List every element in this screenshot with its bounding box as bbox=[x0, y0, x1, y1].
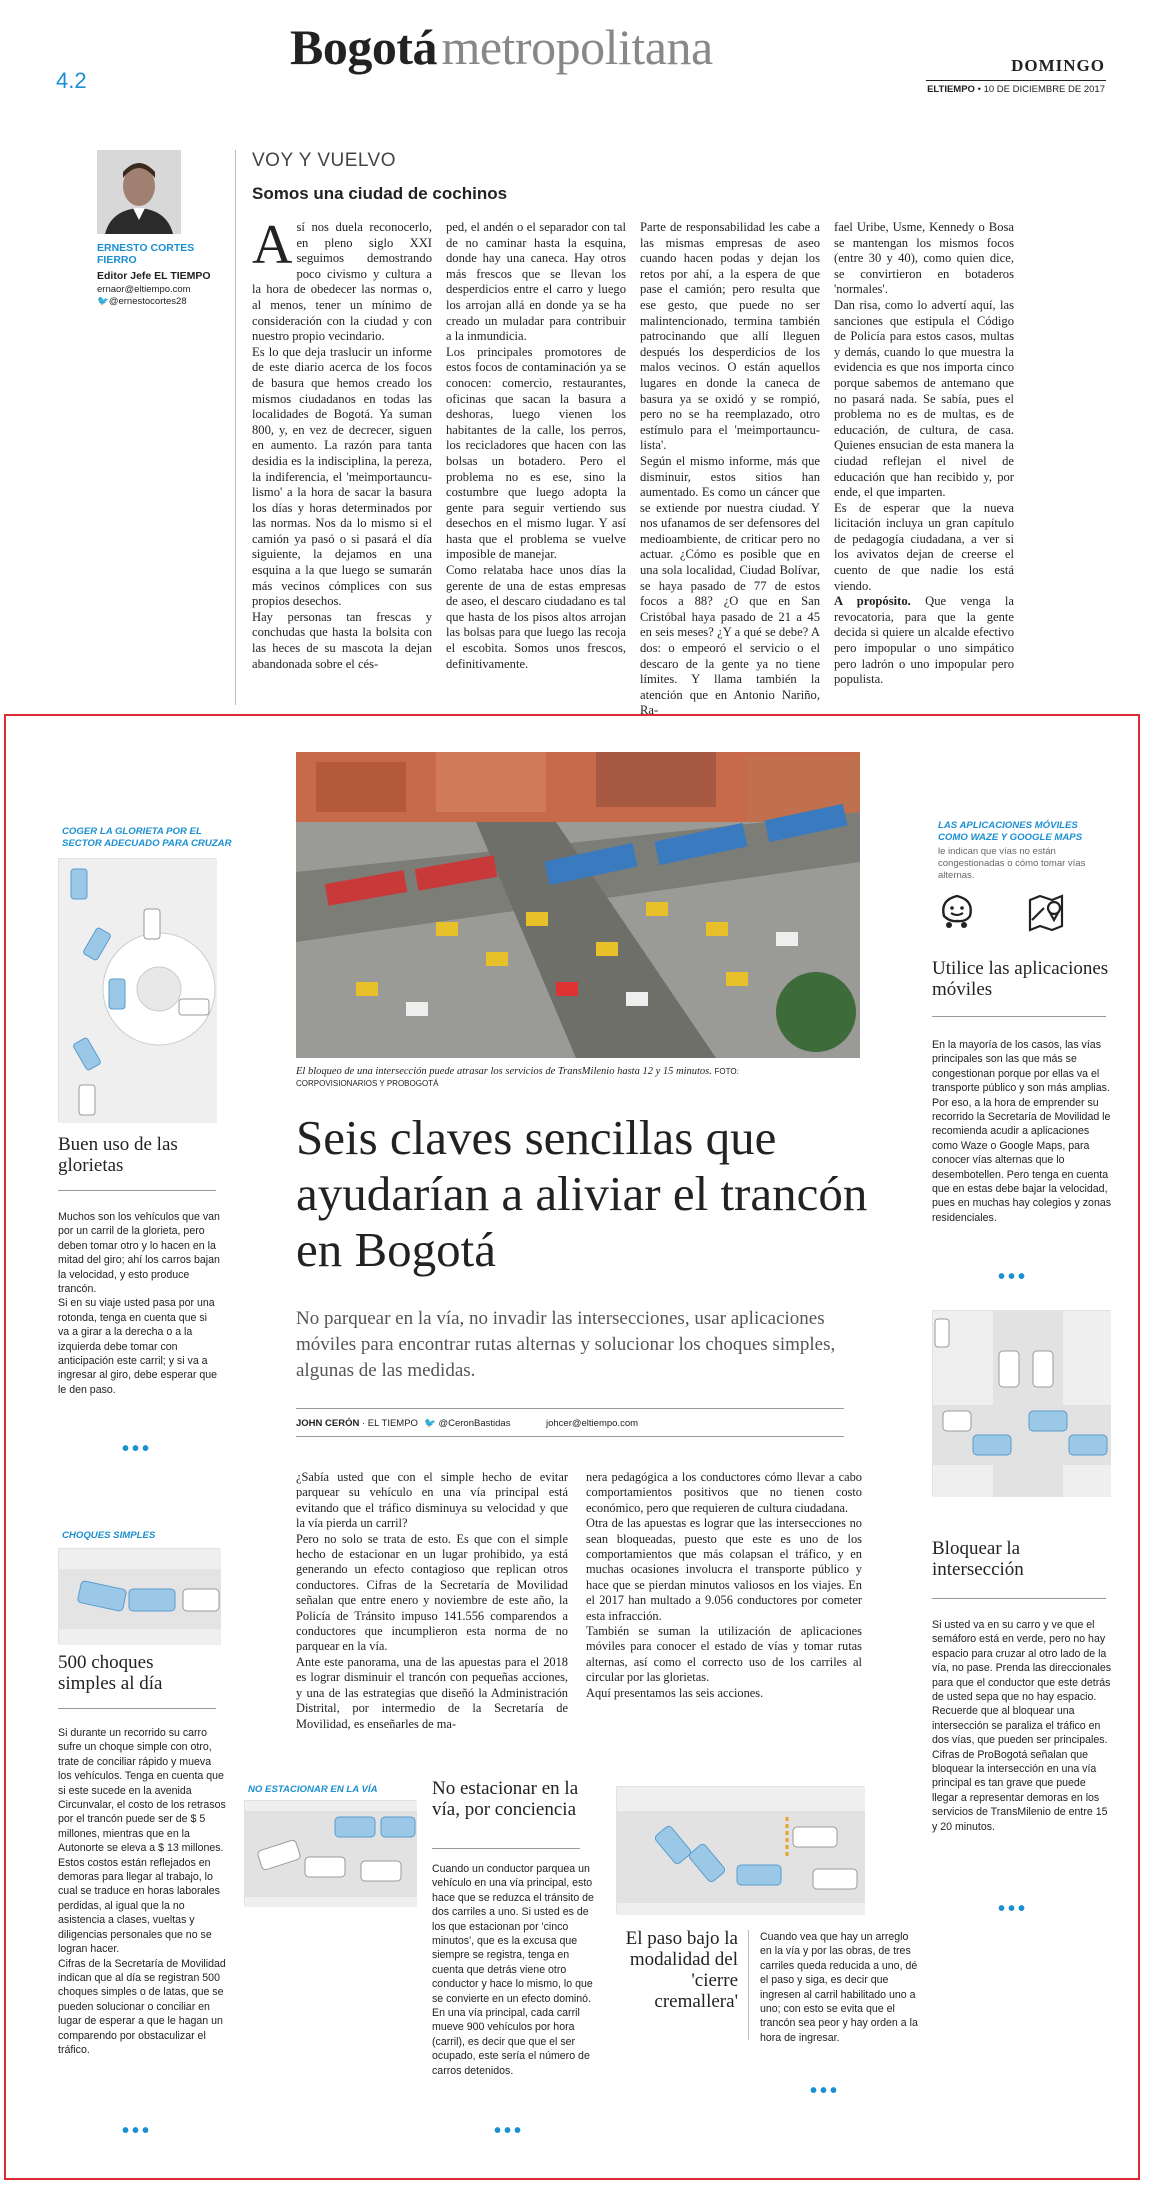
apps-dots: ••• bbox=[998, 1266, 1029, 1288]
choques-dots: ••• bbox=[122, 2120, 153, 2142]
twitter-icon: 🐦 bbox=[97, 296, 109, 307]
choques-illustration bbox=[58, 1548, 220, 1644]
section-title-bogota: Bogotá bbox=[290, 19, 437, 75]
feature-body-1: ¿Sabía usted que con el simple hecho de evitar parquear su vehículo en una vía principal está evitando que el tráfico disminuya su velocidad y que la vía pierda un carril? Pero no solo se trata de esto. Es que con el simple hecho de estacionar en un lugar prohibido, ya está generando un efecto contagioso que replican otros conductores. Cifras de la Secretaría de Movilidad señalan que entre enero y noviembre de este año, la Policía de Tránsito impuso 141.556 comparendos a conductores que incumplieron esta norma de no parquear en la vía. Ante este panorama, una de las apuestas para el 2018 es lograr disminuir el trancón con pequeñas acciones, y una de las estrategias que diseñó la Administración Distrital, por intermedio de la Secretaría de Movilidad, es enseñarles de ma- bbox=[296, 1470, 568, 1731]
estacionar-title: No estacionar en la vía, por conciencia bbox=[432, 1778, 579, 1820]
apps-title: Utilice las aplicaciones móviles bbox=[932, 958, 1109, 1000]
apps-rule bbox=[932, 1016, 1106, 1017]
cremallera-divider bbox=[748, 1930, 749, 2040]
interseccion-dots: ••• bbox=[998, 1898, 1029, 1920]
column-kicker: VOY Y VUELVO bbox=[252, 150, 397, 171]
estacionar-illustration bbox=[244, 1800, 416, 1906]
cremallera-dots: ••• bbox=[810, 2080, 841, 2102]
google-maps-icon bbox=[1024, 890, 1068, 934]
estacionar-label: NO ESTACIONAR EN LA VÍA bbox=[248, 1784, 378, 1795]
interseccion-rule bbox=[932, 1598, 1106, 1599]
column-text-4: fael Uribe, Usme, Kennedy o Bosa se mantengan los mismos focos (entre 30 y 40), como quien dice, se convirtieron en botaderos 'normales'. Dan risa, como lo advertí aquí, las sanciones que estipula el Código de Policía para estos casos, multas y demás, cuando lo que muestra la evidencia es que nos importa cinco porque sabemos de antemano que no pasará nada. Se sabía, pues el problema no es de multas, es de educación, de cultura, de casa. Quienes ensucian de esta manera la ciudad reflejan el nivel de educación que han recibido y, por ende, el que imparten. Es de esperar que la nueva licitación incluya un gran capítulo de pedagogía ciudadana, a ver si los avivatos dejan de creerse el cuento de que nadie los está viendo. A propósito. Que venga la revocatoria, para que la gente decida si quiere un alcalde efectivo pero impopular o uno simpático pero ladrón o uno impopular pero populista. bbox=[834, 220, 1014, 687]
waze-icon bbox=[936, 890, 978, 932]
glorieta-title: Buen uso de las glorietas bbox=[58, 1134, 178, 1176]
choques-text: Si durante un recorrido su carro sufre un choque simple con otro, trate de conciliar rápido y mueva los vehículos. Tenga en cuenta que si este sucede en la avenida Circunvalar, el costo de los retrasos por el trancón puede ser de $ 5 millones, mientras que en la Autonorte se eleva a $ 13 millones. Estos costos están reflejados en demoras para llegar al trabajo, lo cual se traduce en horas laborales perdidas, al igual que la no asistencia a clases, vueltas y diligencias personales que no se logran hacer. Cifras de la Secretaría de Movilidad indican que al día se registran 500 choques simples o de latas, que se pueden solucionar o conciliar en lugar de esperar a que le hagan un comparendo por obstaculizar el tráfico. bbox=[58, 1727, 226, 2056]
feature-body-2: nera pedagógica a los conductores cómo llevar a cabo comportamientos positivos que no tienen costo económico, pero que requieren de cultura ciudadana. Otra de las apuestas es lograr que las intersecciones no sean bloqueadas, puesto que este es uno de los comportamientos que más colapsan el tráfico, y en muchas ocasiones involucra el transporte público y hace que se pierdan minutos valiosos en los viajes. En el 2017 han multado a 9.056 conductores por cometer esta infracción. También se suman la utilización de aplicaciones móviles para conocer el estado de vías y tomar rutas alternas, así como el correcto uso de los carriles al circular por las glorietas. Aquí presentamos las seis acciones. bbox=[586, 1470, 862, 1700]
glorieta-dots: ••• bbox=[122, 1438, 153, 1460]
author-photo bbox=[97, 150, 181, 234]
column-text-2: ped, el andén o el separador con tal de no caminar hasta la esquina, donde hay una caneca. Hay otros más frescos que se llevan los desperdicios entre el carro y luego los arrojan allá en donde ya se ha creado un muladar para contribuir a la inmundicia. Los principales promotores de estos focos de contaminación ya se conocen: comercio, restaurantes, oficinas que sacan la basura a deshoras, luego vienen los habitantes de la calle, los perros, los recicladores que hacen con las bolsas un botadero. Pero el problema no es ese, sino la costumbre que luego adopta la gente para seguir vertiendo sus desechos en el mismo lugar. Y así hasta que el problema se vuelve imposible de manejar. Como relataba hace unos días la gerente de una de estas empresas de aseo, el descaro ciudadano es tal que hasta de los pisos altos arrojan las bolsas para que luego las recoja el escobita. Somos unos frescos, definitivamente. bbox=[446, 220, 626, 671]
choques-title: 500 choques simples al día bbox=[58, 1652, 163, 1694]
author-role: Editor Jefe EL TIEMPO bbox=[97, 270, 211, 282]
apps-label-sub: le indican que vías no están congestionadas o cómo tomar vías alternas. bbox=[938, 846, 1086, 881]
glorieta-illustration bbox=[58, 858, 216, 1122]
day-label: DOMINGO bbox=[1011, 56, 1105, 75]
column-headline: Somos una ciudad de cochinos bbox=[252, 184, 508, 203]
interseccion-illustration bbox=[932, 1310, 1110, 1496]
author-twitter[interactable]: 🐦@ernestocortes28 bbox=[97, 296, 187, 307]
interseccion-text: Si usted va en su carro y ve que el semáforo está en verde, pero no hay espacio para cruzar al otro lado de la vía, no pase. Prenda las direccionales para que el conductor que este detrás de usted sepa que no hay espacio. Recuerde que al bloquear una intersección se paraliza el tráfico en dos vías, que pueden ser principales. Cifras de ProBogotá señalan que bloquear la intersección en una vía principal es tan grave que puede llegar a representar demoras en los servicios de TransMilenio de entre 15 y 20 minutos. bbox=[932, 1619, 1112, 1833]
twitter-icon: 🐦 bbox=[424, 1418, 436, 1429]
page-number: 4.2 bbox=[56, 68, 87, 93]
column-text-3: Parte de responsabilidad les cabe a las mismas empresas de aseo cuando hacen podas y dejan los retos por ahí, a la espera de que pase el camión; pero resulta que ese gesto, que puede no ser malintencionado, termina también patrocinando que allí lleguen después los desperdicios de los malos vecinos. O están aquellos lugares en donde la caneca de basura ya se oxidó y se rompió, pero no se ha reemplazado, otro estímulo para el 'meimportaunculista'. Según el mismo informe, más que disminuir, estos sitios han aumentado. Es como un cáncer que se extiende por nuestra ciudad. Y nos ufanamos de ser defensores del medioambiente, de criticar pero no actuar. ¿Cómo es posible que en una sola localidad, Ciudad Bolívar, se haya pasado de 77 de estos focos a 88? ¿O que en San Cristóbal haya pasado de 21 a 45 en seis meses? ¿Y a qué se debe? A dos: o empeoró el servicio o el descaro de la gente ya no tiene límites. Y llama también la atención que en Antonio Nariño, Ra- bbox=[640, 220, 820, 718]
byline-email[interactable]: johcer@eltiempo.com bbox=[546, 1418, 639, 1429]
column-text-1: A sí nos duela reconocerlo, en pleno siglo XXI seguimos demostrando poco civismo y cultura a la hora de obedecer las normas o, al menos, tener un mínimo de consideración con la ciudad y con nuestro propio vecindario. Es lo que deja traslucir un informe de este diario acerca de los focos de basura que hemos creado los mismos ciudadanos en todas las localidades de Bogotá. Ya suman 800, y, en vez de decrecer, siguen en aumento. La razón para tanta desidia es la indisciplina, la pereza, la indiferencia, el 'meimportaunculismo' a la hora de sacar la basura los días y horas determinados por las normas. Nos da lo mismo si el camión ya pasó o si pasará el día siguiente, la dejamos en una esquina a la que luego se sumarán más vecinos cómplices con sus propios desechos. Hay personas tan frescas y conchudas que hasta la bolsita con las heces de su mascota la dejan abandonada sobre el cés- bbox=[252, 214, 432, 671]
glorieta-label: COGER LA GLORIETA POR EL SECTOR ADECUADO PARA CRUZAR bbox=[62, 826, 232, 849]
cremallera-illustration bbox=[616, 1786, 864, 1914]
author-email: ernaor@eltiempo.com bbox=[97, 284, 191, 295]
glorieta-text: Muchos son los vehículos que van por un carril de la glorieta, pero deben tomar otro y lo hacen en la mitad del giro; ahí los carros bajan la velocidad, y esto produce trancón. Si en su viaje usted pasa por una rotonda, tenga en cuenta que si va a girar a la derecha o a la izquierda debe tomar con anticipación este carril; y si va a ingresar al giro, debe esperar que le den paso. bbox=[58, 1211, 220, 1396]
byline-twitter[interactable]: 🐦 @CeronBastidas bbox=[424, 1418, 511, 1429]
byline-rule-top bbox=[296, 1408, 844, 1409]
header-rule bbox=[926, 80, 1106, 81]
estacionar-rule bbox=[432, 1848, 580, 1849]
estacionar-text: Cuando un conductor parquea un vehículo en una vía principal, esto hace que se reduzca el tránsito de dos carriles a uno. Si usted es de los que estacionan por 'cinco minutos', que es la excusa que siempre se registra, tenga en cuenta que detrás viene otro conductor y hace lo mismo, lo que se convierte en un efecto dominó. En una vía principal, cada carril mueve 900 vehículos por hora (carril), es decir que que el ser ocupado, este sería el número de carros detenidos. bbox=[432, 1863, 594, 2077]
apps-text: En la mayoría de los casos, las vías principales son las que más se congestionan porque por ellas va el transporte público y son más amplias. Por eso, a la hora de emprender su recorrido la Secretaría de Movilidad le recomienda acudir a aplicaciones como Waze o Google Maps, para conocer vías alternas que lo desembotellen. Pero tenga en cuenta que en estas debe bajar la velocidad, pues en muchas hay colegios y zonas residenciales. bbox=[932, 1039, 1112, 1224]
apps-label: LAS APLICACIONES MÓVILES COMO WAZE Y GOOGLE MAPS bbox=[938, 820, 1083, 843]
author-name: ERNESTO CORTES FIERRO bbox=[97, 242, 195, 266]
drop-cap: A bbox=[252, 214, 293, 276]
dateline: ELTIEMPO • 10 DE DICIEMBRE DE 2017 bbox=[927, 84, 1105, 95]
section-title-metropolitana: metropolitana bbox=[441, 19, 713, 75]
byline-rule-bottom bbox=[296, 1436, 844, 1437]
feature-photo bbox=[296, 752, 860, 1058]
glorieta-rule bbox=[58, 1190, 216, 1191]
section-title bbox=[290, 18, 713, 76]
feature-headline: Seis claves sencillas que ayudarían a aliviar el trancón en Bogotá bbox=[296, 1110, 868, 1277]
column-divider bbox=[235, 150, 236, 705]
interseccion-title: Bloquear la intersección bbox=[932, 1538, 1024, 1580]
choques-rule bbox=[58, 1708, 216, 1709]
cremallera-title: El paso bajo la modalidad del 'cierre cremallera' bbox=[625, 1928, 738, 2012]
feature-summary: No parquear en la vía, no invadir las intersecciones, usar aplicaciones móviles para encontrar rutas alternas y solucionar los choques simples, algunas de las medidas. bbox=[296, 1308, 836, 1381]
choques-label: CHOQUES SIMPLES bbox=[62, 1530, 156, 1541]
photo-caption: El bloqueo de una intersección puede atrasar los servicios de TransMilenio hasta 12 y 15 minutos. FOTO: CORPOVISIONARIOS Y PROBOGOTÁ bbox=[296, 1066, 739, 1088]
feature-byline: JOHN CERÓN · EL TIEMPO bbox=[296, 1418, 418, 1429]
estacionar-dots: ••• bbox=[494, 2120, 525, 2142]
cremallera-text: Cuando vea que hay un arreglo en la vía y por las obras, de tres carriles queda reducida a uno, dé el paso y siga, es decir que ingresen al carril habilitado uno a uno; con esto se evita que el trancón sea peor y hay orden a la hora de ingresar. bbox=[760, 1931, 918, 2044]
